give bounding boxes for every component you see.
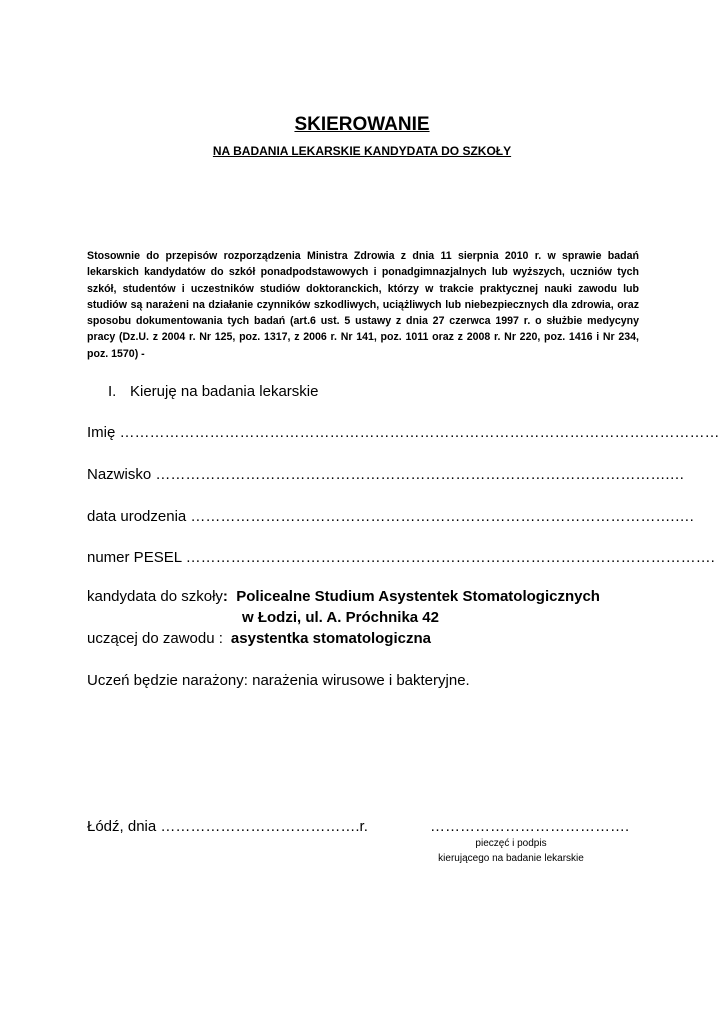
occupation-line (87, 630, 431, 647)
section-number: I. (108, 383, 117, 400)
last-name-field: Nazwisko ………………………………………………………………………………………….… (87, 466, 685, 483)
signature-line: …………………………………. (430, 818, 630, 835)
first-name-field: Imię ………………………………………………………………………………………………………… (87, 424, 720, 441)
exposure-statement: Uczeń będzie narażony: narażenia wirusowe i bakteryjne. (87, 672, 470, 689)
birth-date-field: data urodzenia …………………………………………………………………………………….…. (87, 508, 694, 525)
school-line (87, 588, 600, 605)
legal-basis-paragraph: Stosownie do przepisów rozporządzenia Ministra Zdrowia z dnia 11 sierpnia 2010 r. w sprawie badań lekarskich kandydatów do szkół ponadpodstawowych i ponadgimnazjalnych lub wyższych, uczniów tych szkół, studentów i uczestników studiów doktoranckich, którzy w trakcie praktycznej nauki zawodu lub studiów są narażeni na działanie czynników szkodliwych, uciążliwych lub niebezpiecznych dla zdrowia, oraz sposobu dokumentowania tych badań (art.6 ust. 5 ustawy z dnia 27 czerwca 1997 r. o służbie medycyny pracy (Dz.U. z 2004 r. Nr 125, poz. 1317, z 2006 r. Nr 141, poz. 1011 oraz z 2008 r. Nr 220, poz. 1416 i Nr 234, poz. 1570) - (87, 250, 639, 360)
section-text: Kieruję na badania lekarskie (130, 383, 319, 400)
signature-caption-2: kierującego na badanie lekarskie (438, 853, 584, 864)
school-name: Policealne Studium Asystentek Stomatologicznych (236, 588, 600, 605)
signature-caption: pieczęć i podpis (475, 838, 547, 849)
occupation-label: uczącej do zawodu : (87, 630, 223, 647)
place-date-field: Łódź, dnia ………………………………….r. (87, 818, 368, 835)
school-address: w Łodzi, ul. A. Próchnika 42 (242, 609, 439, 626)
document-title: SKIEROWANIE (294, 114, 430, 135)
school-colon: : (222, 588, 228, 605)
occupation-value: asystentka stomatologiczna (230, 630, 431, 647)
section-heading (108, 383, 318, 400)
pesel-field: numer PESEL ……………………………………………………………………………………………. (87, 549, 715, 566)
school-label: kandydata do szkoły (87, 588, 223, 605)
document-subtitle: NA BADANIA LEKARSKIE KANDYDATA DO SZKOŁY (212, 144, 512, 158)
